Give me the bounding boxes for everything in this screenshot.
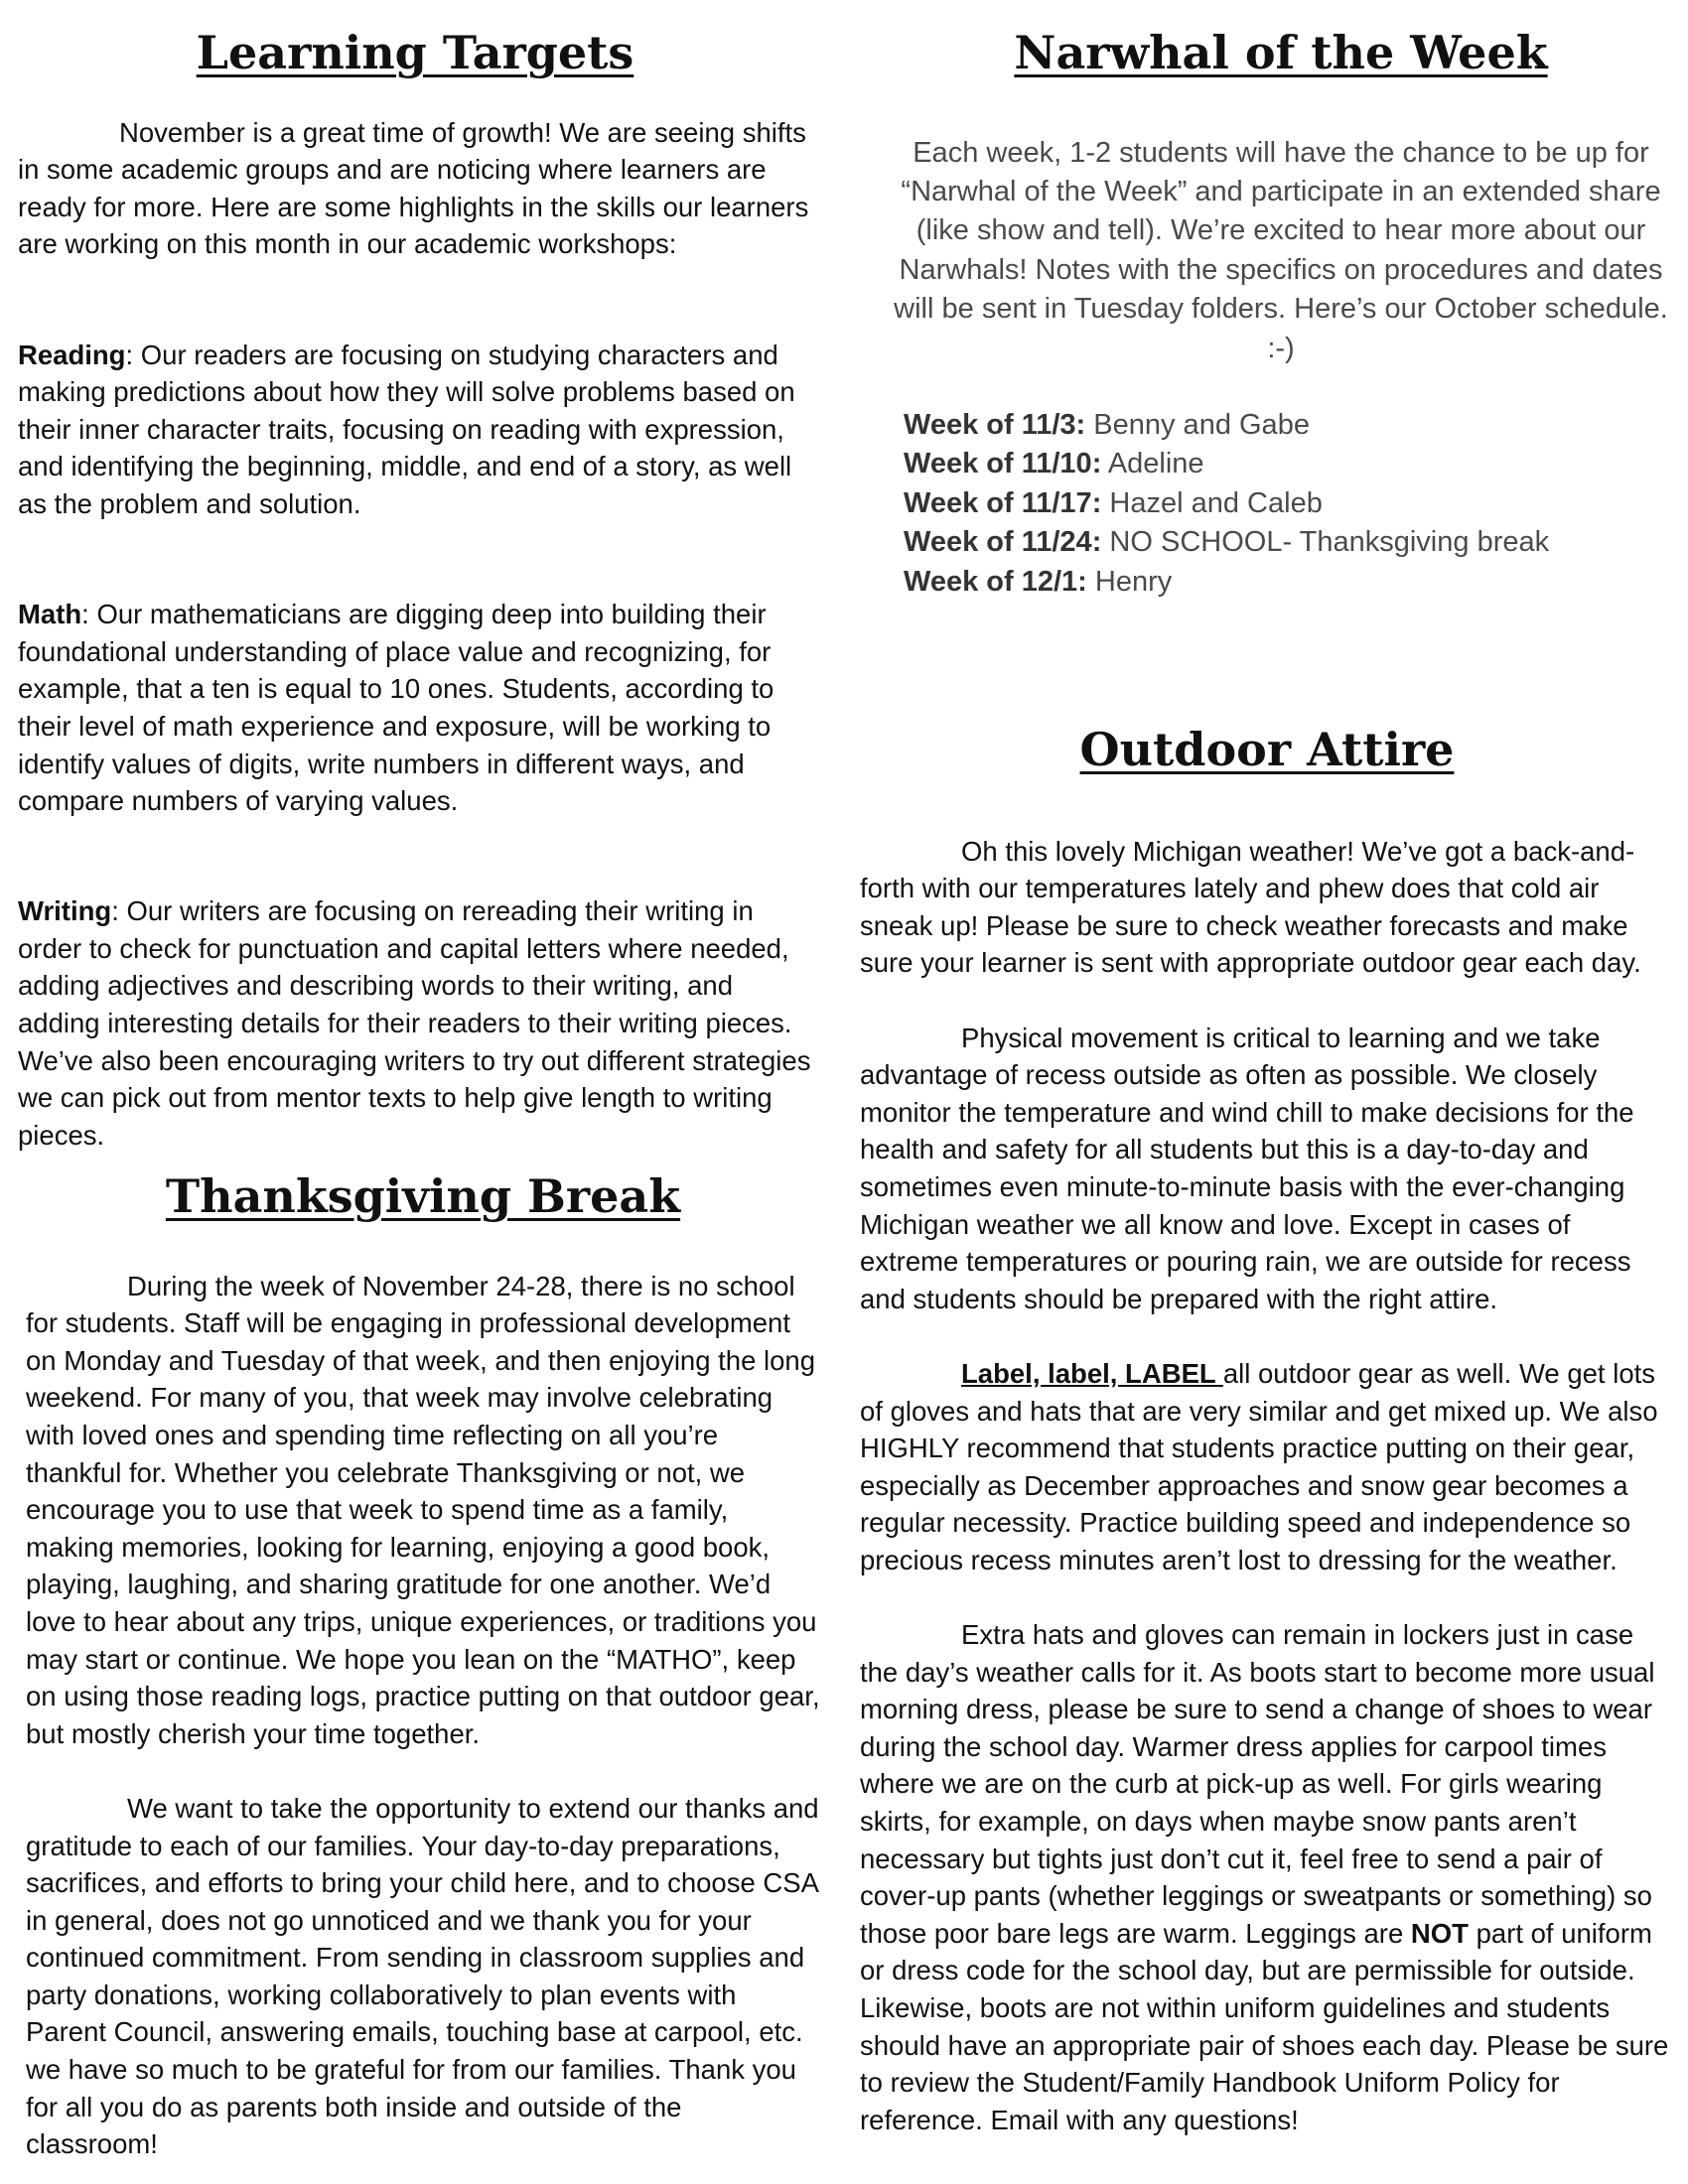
schedule-week: Week of 11/17:: [904, 486, 1102, 519]
outdoor-attire-heading: Outdoor Attire: [1079, 723, 1455, 776]
label-label-label: Label, label, LABEL: [961, 1357, 1223, 1389]
schedule-week: Week of 11/3:: [904, 409, 1086, 442]
thanksgiving-p1: During the week of November 24-28, there is no school for students. Staff will be engaging in professional development on Monday and Tuesday of that week, and then enjoying the long weekend. For many of you, that week may involve celebrating with loved ones and spending time reflecting on all you’re thankful for. Whether you celebrate Thanksgiving or not, we encourage you to use that week to spend time as a family, making memories, looking for learning, enjoying a good book, playing, laughing, and sharing gratitude for one another. We’d love to hear about any trips, unique experiences, or traditions you may start or continue. We hope you lean on the “MATHO”, keep on using those reading logs, practice putting on that outdoor gear, but mostly cherish your time together.: [26, 1270, 820, 1749]
outdoor-p3-text: all outdoor gear as well. We get lots of gloves and hats that are very similar and get mixed up. We also HIGHLY recommend that students practice putting on their gear, especially as December approaches and snow gear becomes a regular necessity. Practice building speed and independence so precious recess minutes aren’t lost to dressing for the weather.: [860, 1357, 1658, 1575]
writing-label: Writing: [18, 895, 112, 927]
schedule-names: Henry: [1086, 565, 1173, 598]
outdoor-p4-a: Extra hats and gloves can remain in lockers just in case the day’s weather calls for it. As boots start to become more usual morning dress, please be sure to send a change of shoes to wear during the school day. Warmer dress applies for carpool times where we are on the curb at pick-up as well. For girls wearing skirts, for example, on days when maybe snow pants aren’t necessary but tights just don’t cut it, feel free to send a pair of cover-up pants (whether leggings or sweatpants or something) so those poor bare legs are warm. Leggings are: [860, 1619, 1655, 1949]
narwhal-schedule: [904, 406, 1668, 602]
reading-label: Reading: [18, 339, 126, 370]
schedule-row: [904, 484, 1668, 523]
outdoor-p4-not: NOT: [1410, 1917, 1469, 1949]
schedule-row: [904, 523, 1668, 562]
thanksgiving-p2: We want to take the opportunity to extend our thanks and gratitude to each of our families. Your day-to-day preparations, sacrifices, and efforts to bring your child here, and to choose CSA in general, does not go unnoticed and we thank you for your continued commitment. From sending in classroom supplies and party donations, working collaboratively to plan events with Parent Council, answering emails, touching base at carpool, etc. we have so much to be grateful for from our families. Thank you for all you do as parents both inside and outside of the classroom!: [26, 1792, 819, 2160]
schedule-week: Week of 11/24:: [904, 526, 1102, 559]
reading-text: : Our readers are focusing on studying characters and making predictions about how they will solve problems based on their inner character traits, focusing on reading with expression, and identifying the beginning, middle, and end of a story, as well as the problem and solution.: [18, 339, 795, 519]
thanksgiving-section: [26, 1171, 820, 2163]
narwhal-intro: Each week, 1-2 students will have the chance to be up for “Narwhal of the Week” and participate in an extended share (like show and tell). We’re excited to hear more about our Narwhals! Notes with the specifics on procedures and dates will be sent in Tuesday folders. Here’s our October schedule. :-): [894, 136, 1668, 364]
outdoor-p1: Oh this lovely Michigan weather! We’ve got a back-and-forth with our temperatures lately and phew does that cold air sneak up! Please be sure to check weather forecasts and make sure your learner is sent with appropriate outdoor gear each day.: [860, 835, 1641, 979]
learning-targets-section: [18, 28, 812, 1154]
schedule-names: Benny and Gabe: [1085, 409, 1310, 442]
math-paragraph: [18, 596, 812, 820]
learning-targets-heading: Learning Targets: [196, 26, 634, 79]
outdoor-p4: [860, 1616, 1674, 2138]
schedule-row: [904, 445, 1668, 483]
schedule-row: [904, 406, 1668, 445]
outdoor-attire-section: [860, 725, 1674, 2138]
schedule-names: Adeline: [1101, 448, 1204, 480]
outdoor-p3: [860, 1355, 1674, 1579]
schedule-row: [904, 563, 1668, 602]
writing-text: : Our writers are focusing on rereading their writing in order to check for punctuation and capital letters where needed, adding adjectives and describing words to their writing, and adding interesting details for their readers to their writing pieces. We’ve also been encouraging writers to try out different strategies we can pick out from mentor texts to help give length to writing pieces.: [18, 895, 811, 1151]
schedule-names: NO SCHOOL- Thanksgiving break: [1101, 526, 1550, 559]
reading-paragraph: [18, 337, 812, 523]
schedule-names: Hazel and Caleb: [1101, 486, 1323, 519]
outdoor-p4-b: part of uniform or dress code for the school day, but are permissible for outside. Likewise, boots are not within uniform guidelines and students should have an appropriate pair of shoes each day. Please be sure to review the Student/Family Handbook Uniform Policy for reference. Email with any questions!: [860, 1917, 1669, 2135]
learning-targets-intro: November is a great time of growth! We are seeing shifts in some academic groups and are noticing where learners are ready for more. Here are some highlights in the skills our learners are working on this month in our academic workshops:: [18, 116, 809, 260]
schedule-week: Week of 12/1:: [904, 565, 1087, 598]
schedule-week: Week of 11/10:: [904, 448, 1102, 480]
narwhal-section: [894, 28, 1668, 602]
writing-paragraph: [18, 892, 812, 1154]
thanksgiving-heading: Thanksgiving Break: [165, 1169, 681, 1223]
math-label: Math: [18, 599, 82, 630]
narwhal-heading: Narwhal of the Week: [1014, 26, 1548, 79]
outdoor-p2: Physical movement is critical to learning and we take advantage of recess outside as often as possible. We closely monitor the temperature and wind chill to make decisions for the health and safety for all students but this is a day-to-day and sometimes even minute-to-minute basis with the ever-changing Michigan weather we all know and love. Except in cases of extreme temperatures or pouring rain, we are outside for recess and students should be prepared with the right attire.: [860, 1022, 1634, 1314]
math-text: : Our mathematicians are digging deep into building their foundational understanding of place value and recognizing, for example, that a ten is equal to 10 ones. Students, according to their level of math experience and exposure, will be working to identify values of digits, write numbers in different ways, and compare numbers of varying values.: [18, 599, 774, 817]
